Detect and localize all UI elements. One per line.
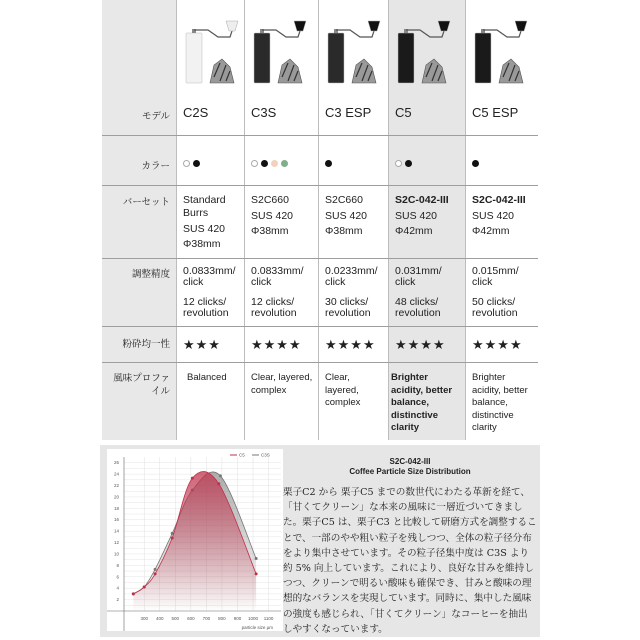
- burr-line: Φ42mm: [472, 225, 510, 237]
- grinder-image: [180, 15, 244, 85]
- burr-line: SUS 420: [183, 223, 226, 235]
- burr-line: Standard Burrs: [183, 194, 226, 219]
- grinder-image: [248, 15, 312, 85]
- precision-line: 50 clicks/ revolution: [472, 296, 518, 319]
- flavor-profile: Brighter acidity, better balance, distinctive clarity: [472, 372, 528, 433]
- x-tick-label: 400: [155, 616, 164, 621]
- y-tick-label: 20: [113, 494, 119, 500]
- model-name: C5: [395, 105, 412, 120]
- y-tick-label: 24: [113, 471, 119, 477]
- x-tick-label: 1100: [263, 616, 274, 621]
- color-options: [251, 160, 315, 167]
- precision-line: 0.031mm/ click: [395, 265, 442, 288]
- model-name: C2S: [183, 105, 209, 120]
- uniformity-stars: ★★★★: [325, 337, 376, 352]
- color-options: [395, 160, 462, 167]
- y-tick-label: 4: [116, 585, 119, 591]
- y-tick-label: 22: [113, 483, 119, 489]
- burr-set: [325, 194, 385, 240]
- x-axis-label: particle size µm: [241, 625, 273, 630]
- row-label-uniformity: 粉砕均一性: [122, 339, 170, 350]
- burr-line: Φ38mm: [183, 238, 221, 250]
- legend-label: C5: [239, 452, 245, 458]
- row-divider: [102, 258, 538, 259]
- data-point-c5: [191, 477, 194, 480]
- burr-line: SUS 420: [251, 210, 294, 222]
- particle-distribution-panel: [100, 445, 540, 637]
- color-swatch[interactable]: [395, 160, 402, 167]
- row-label-flavor: 風味プロファイル: [113, 373, 170, 397]
- burr-line: S2C-042-III: [472, 194, 526, 206]
- data-point-c5: [171, 536, 174, 539]
- data-point-c3s: [255, 557, 258, 560]
- column-c3-esp: [318, 0, 388, 440]
- y-tick-label: 6: [116, 574, 119, 580]
- color-swatch[interactable]: [261, 160, 268, 167]
- column-c5: [388, 0, 465, 440]
- x-tick-label: 300: [140, 616, 148, 621]
- burr-set: [395, 194, 462, 240]
- data-point-c5: [143, 586, 146, 589]
- adjustment-precision: [251, 266, 315, 328]
- precision-line: 12 clicks/ revolution: [183, 296, 229, 319]
- column-c2s: [176, 0, 244, 440]
- precision-line: 48 clicks/ revolution: [395, 296, 441, 319]
- y-tick-label: 8: [116, 562, 119, 568]
- grinder-image: [469, 15, 533, 85]
- x-tick-label: 700: [202, 616, 211, 621]
- comparison-table: [102, 0, 538, 440]
- burr-line: SUS 420: [325, 210, 368, 222]
- particle-size-chart: [107, 449, 283, 631]
- row-label-precision: 調整精度: [131, 269, 170, 280]
- grinder-image: [322, 15, 386, 85]
- burr-set: [472, 194, 535, 240]
- color-swatch[interactable]: [405, 160, 412, 167]
- flavor-profile: Balanced: [187, 372, 227, 383]
- data-point-c5: [132, 592, 135, 595]
- color-swatch[interactable]: [251, 160, 258, 167]
- row-label-column: [102, 0, 176, 440]
- uniformity-stars: ★★★★: [251, 337, 302, 352]
- uniformity-stars: ★★★★: [472, 337, 523, 352]
- uniformity-stars: ★★★: [183, 337, 221, 352]
- precision-line: 0.0833mm/ click: [251, 265, 304, 288]
- x-tick-label: 500: [171, 616, 180, 621]
- row-label-model: モデル: [141, 111, 170, 122]
- precision-line: 0.0833mm/ click: [183, 265, 236, 288]
- row-divider: [102, 362, 538, 363]
- x-tick-label: 900: [233, 616, 242, 621]
- row-label-burr: バーセット: [122, 197, 170, 208]
- burr-line: Φ38mm: [251, 225, 289, 237]
- column-c3s: [244, 0, 318, 440]
- chart-box: [107, 449, 283, 631]
- precision-line: 0.0233mm/ click: [325, 265, 378, 288]
- burr-line: S2C-042-III: [395, 194, 449, 206]
- data-point-c5: [154, 572, 157, 575]
- burr-line: Φ38mm: [325, 225, 363, 237]
- y-tick-label: 26: [113, 460, 119, 466]
- color-swatch[interactable]: [281, 160, 288, 167]
- x-tick-label: 1000: [248, 616, 259, 621]
- data-point-c3s: [154, 568, 157, 571]
- burr-line: SUS 420: [472, 210, 515, 222]
- model-name: C5 ESP: [472, 105, 519, 120]
- y-tick-label: 16: [113, 517, 119, 523]
- color-swatch[interactable]: [193, 160, 200, 167]
- burr-line: SUS 420: [395, 210, 438, 222]
- y-tick-label: 18: [113, 505, 119, 511]
- color-options: [325, 160, 385, 167]
- y-tick-label: 2: [116, 597, 119, 603]
- color-swatch[interactable]: [325, 160, 332, 167]
- color-swatch[interactable]: [183, 160, 190, 167]
- data-point-c5: [255, 572, 258, 575]
- column-c5-esp: [465, 0, 538, 440]
- color-swatch[interactable]: [271, 160, 278, 167]
- row-label-color: カラー: [141, 161, 170, 172]
- panel-title-line1: S2C-042-III: [389, 457, 431, 466]
- data-point-c3s: [219, 474, 222, 477]
- uniformity-stars: ★★★★: [395, 337, 446, 352]
- panel-description: 栗子C2 から 栗子C5 までの数世代にわたる革新を経て、「甘くてクリーン」な本来の風味に一層近づいてきました。栗子C5 は、栗子C3 と比較して研磨方式を調整することで、一部のやや粗い粒子を残しつつ、全体の粒子径分布をより集中させています。その粒子径集中度は C3S より約 5% 向上しています。これにより、良好な甘みを維持しつつ、クリーンで明るい酸味も確保でき、甘みと酸味の理想的なバランスを実現しています。同時に、集中した風味の強度も感じられ、「甘くてクリーン」なコーヒーを抽出しやすくなっています。: [283, 487, 537, 635]
- row-divider: [102, 135, 538, 136]
- adjustment-precision: [472, 266, 535, 328]
- y-tick-label: 12: [113, 540, 119, 546]
- burr-set: [183, 194, 241, 253]
- panel-title-line2: Coffee Particle Size Distribution: [349, 467, 471, 476]
- precision-line: 30 clicks/ revolution: [325, 296, 371, 319]
- flavor-profile: Clear, layered, complex: [251, 372, 313, 396]
- burr-set: [251, 194, 315, 240]
- y-tick-label: 14: [113, 528, 119, 534]
- adjustment-precision: [183, 266, 241, 328]
- burr-line: S2C660: [251, 194, 289, 206]
- color-swatch[interactable]: [472, 160, 479, 167]
- precision-line: 12 clicks/ revolution: [251, 296, 297, 319]
- data-point-c5: [217, 482, 220, 485]
- y-tick-label: 10: [113, 551, 119, 557]
- burr-line: Φ42mm: [395, 225, 433, 237]
- burr-line: S2C660: [325, 194, 363, 206]
- adjustment-precision: [395, 266, 462, 328]
- model-name: C3 ESP: [325, 105, 372, 120]
- x-tick-label: 800: [218, 616, 226, 621]
- legend-label: C3S: [261, 452, 270, 458]
- color-options: [183, 160, 241, 167]
- color-options: [472, 160, 535, 167]
- adjustment-precision: [325, 266, 385, 328]
- panel-title: [290, 457, 530, 477]
- x-tick-label: 600: [187, 616, 195, 621]
- grinder-image: [392, 15, 456, 85]
- row-divider: [102, 185, 538, 186]
- flavor-profile: Clear, layered, complex: [325, 372, 361, 408]
- row-divider: [102, 326, 538, 327]
- model-name: C3S: [251, 105, 277, 120]
- flavor-profile: Brighter acidity, better balance, distinctive clarity: [391, 372, 453, 433]
- precision-line: 0.015mm/ click: [472, 265, 519, 288]
